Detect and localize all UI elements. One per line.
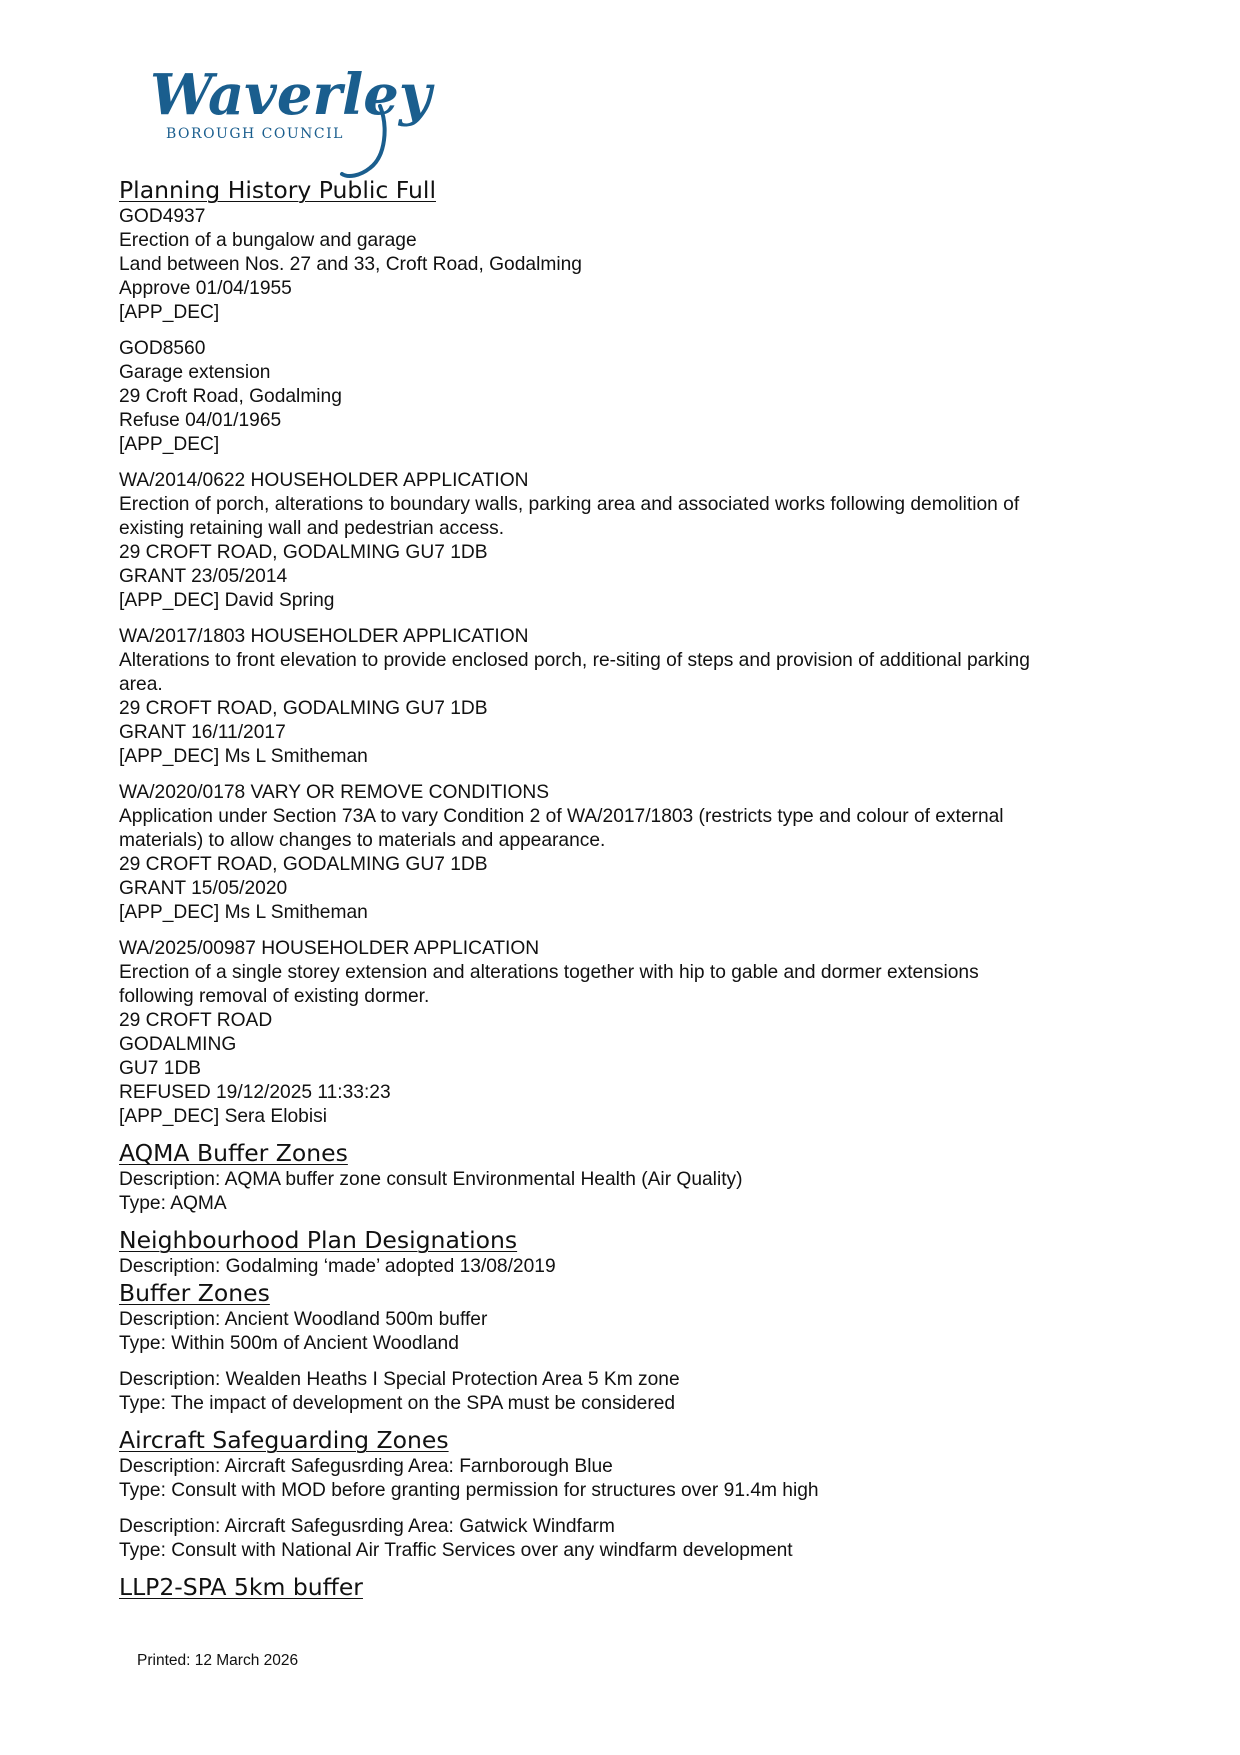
planning-application-entry xyxy=(119,937,1129,1129)
application-detail-line: [APP_DEC] David Spring xyxy=(119,590,335,611)
application-detail-line: Erection of a single storey extension and alterations together with hip to gable and dormer extensions xyxy=(119,962,979,983)
waverley-logo xyxy=(148,56,432,180)
planning-history-heading: Planning History Public Full xyxy=(119,176,436,204)
buffer-zone-block xyxy=(119,1368,1129,1416)
application-detail-line: GRANT 15/05/2020 xyxy=(119,878,288,899)
application-reference: WA/2014/0622 HOUSEHOLDER APPLICATION xyxy=(119,470,529,491)
aircraft-heading: Aircraft Safeguarding Zones xyxy=(119,1426,449,1454)
aircraft-block xyxy=(119,1455,1129,1503)
application-detail-line: [APP_DEC] xyxy=(119,434,220,455)
neighbourhood-section xyxy=(119,1226,1129,1279)
aircraft-description: Description: Aircraft Safegusrding Area: Farnborough Blue xyxy=(119,1456,613,1477)
application-detail-line: [APP_DEC] xyxy=(119,302,220,323)
application-reference: WA/2020/0178 VARY OR REMOVE CONDITIONS xyxy=(119,782,550,803)
application-detail-line: 29 CROFT ROAD, GODALMING GU7 1DB xyxy=(119,542,488,563)
application-detail-line: Land between Nos. 27 and 33, Croft Road, Godalming xyxy=(119,254,582,275)
printed-date: Printed: 12 March 2026 xyxy=(137,1652,299,1669)
buffer-zone-type: Type: The impact of development on the SPA must be considered xyxy=(119,1393,676,1414)
application-detail-line: 29 CROFT ROAD xyxy=(119,1010,273,1031)
aircraft-type: Type: Consult with MOD before granting permission for structures over 91.4m high xyxy=(119,1480,819,1501)
application-detail-line: GODALMING xyxy=(119,1034,237,1055)
application-detail-line: existing retaining wall and pedestrian access. xyxy=(119,518,505,539)
application-detail-line: materials) to allow changes to materials and appearance. xyxy=(119,830,606,851)
buffer-zone-type: Type: Within 500m of Ancient Woodland xyxy=(119,1333,459,1354)
application-detail-line: Approve 01/04/1955 xyxy=(119,278,292,299)
buffer-zone-block xyxy=(119,1308,1129,1356)
aircraft-type: Type: Consult with National Air Traffic Services over any windfarm development xyxy=(119,1540,793,1561)
application-detail-line: 29 CROFT ROAD, GODALMING GU7 1DB xyxy=(119,854,488,875)
aircraft-section xyxy=(119,1426,1129,1563)
application-detail-line: GRANT 16/11/2017 xyxy=(119,722,286,743)
planning-application-entry xyxy=(119,625,1129,769)
buffer-zone-description: Description: Ancient Woodland 500m buffer xyxy=(119,1309,488,1330)
aqma-heading: AQMA Buffer Zones xyxy=(119,1139,348,1167)
application-detail-line: GRANT 23/05/2014 xyxy=(119,566,288,587)
llp2-heading: LLP2-SPA 5km buffer xyxy=(119,1573,363,1601)
application-detail-line: [APP_DEC] Sera Elobisi xyxy=(119,1106,327,1127)
application-detail-line: Garage extension xyxy=(119,362,271,383)
neighbourhood-heading: Neighbourhood Plan Designations xyxy=(119,1226,518,1254)
logo-wordmark: Waverley xyxy=(150,62,432,128)
application-detail-line: Refuse 04/01/1965 xyxy=(119,410,282,431)
buffer-zone-description: Description: Wealden Heaths I Special Protection Area 5 Km zone xyxy=(119,1369,680,1390)
aqma-type: Type: AQMA xyxy=(119,1193,227,1214)
application-reference: GOD8560 xyxy=(119,338,206,359)
document-body xyxy=(119,176,1129,1602)
llp2-section xyxy=(119,1573,1129,1602)
application-detail-line: Alterations to front elevation to provide enclosed porch, re-siting of steps and provision of additional parking xyxy=(119,650,1030,671)
planning-history-section xyxy=(119,176,1129,1129)
planning-application-entry xyxy=(119,205,1129,325)
planning-application-entry xyxy=(119,781,1129,925)
application-detail-line: 29 CROFT ROAD, GODALMING GU7 1DB xyxy=(119,698,488,719)
application-detail-line: following removal of existing dormer. xyxy=(119,986,430,1007)
application-detail-line: [APP_DEC] Ms L Smitheman xyxy=(119,902,368,923)
buffer-zones-section xyxy=(119,1279,1129,1416)
application-detail-line: REFUSED 19/12/2025 11:33:23 xyxy=(119,1082,391,1103)
neighbourhood-description: Description: Godalming ‘made’ adopted 13/08/2019 xyxy=(119,1256,556,1277)
application-detail-line: Erection of a bungalow and garage xyxy=(119,230,417,251)
application-detail-line: Application under Section 73A to vary Condition 2 of WA/2017/1803 (restricts type and colour of external xyxy=(119,806,1004,827)
planning-application-entry xyxy=(119,469,1129,613)
logo-graphic xyxy=(148,56,432,180)
application-detail-line: 29 Croft Road, Godalming xyxy=(119,386,342,407)
application-detail-line: GU7 1DB xyxy=(119,1058,202,1079)
aqma-section xyxy=(119,1139,1129,1216)
planning-history-entries xyxy=(119,205,1129,1129)
aircraft-description: Description: Aircraft Safegusrding Area: Gatwick Windfarm xyxy=(119,1516,615,1537)
application-reference: WA/2017/1803 HOUSEHOLDER APPLICATION xyxy=(119,626,529,647)
application-reference: WA/2025/00987 HOUSEHOLDER APPLICATION xyxy=(119,938,540,959)
application-detail-line: area. xyxy=(119,674,163,695)
aircraft-block xyxy=(119,1515,1129,1563)
planning-application-entry xyxy=(119,337,1129,457)
logo-subtitle: BOROUGH COUNCIL xyxy=(166,126,344,142)
aqma-description: Description: AQMA buffer zone consult Environmental Health (Air Quality) xyxy=(119,1169,743,1190)
application-reference: GOD4937 xyxy=(119,206,206,227)
application-detail-line: Erection of porch, alterations to boundary walls, parking area and associated works following demolition of xyxy=(119,494,1020,515)
application-detail-line: [APP_DEC] Ms L Smitheman xyxy=(119,746,368,767)
buffer-zones-heading: Buffer Zones xyxy=(119,1279,270,1307)
